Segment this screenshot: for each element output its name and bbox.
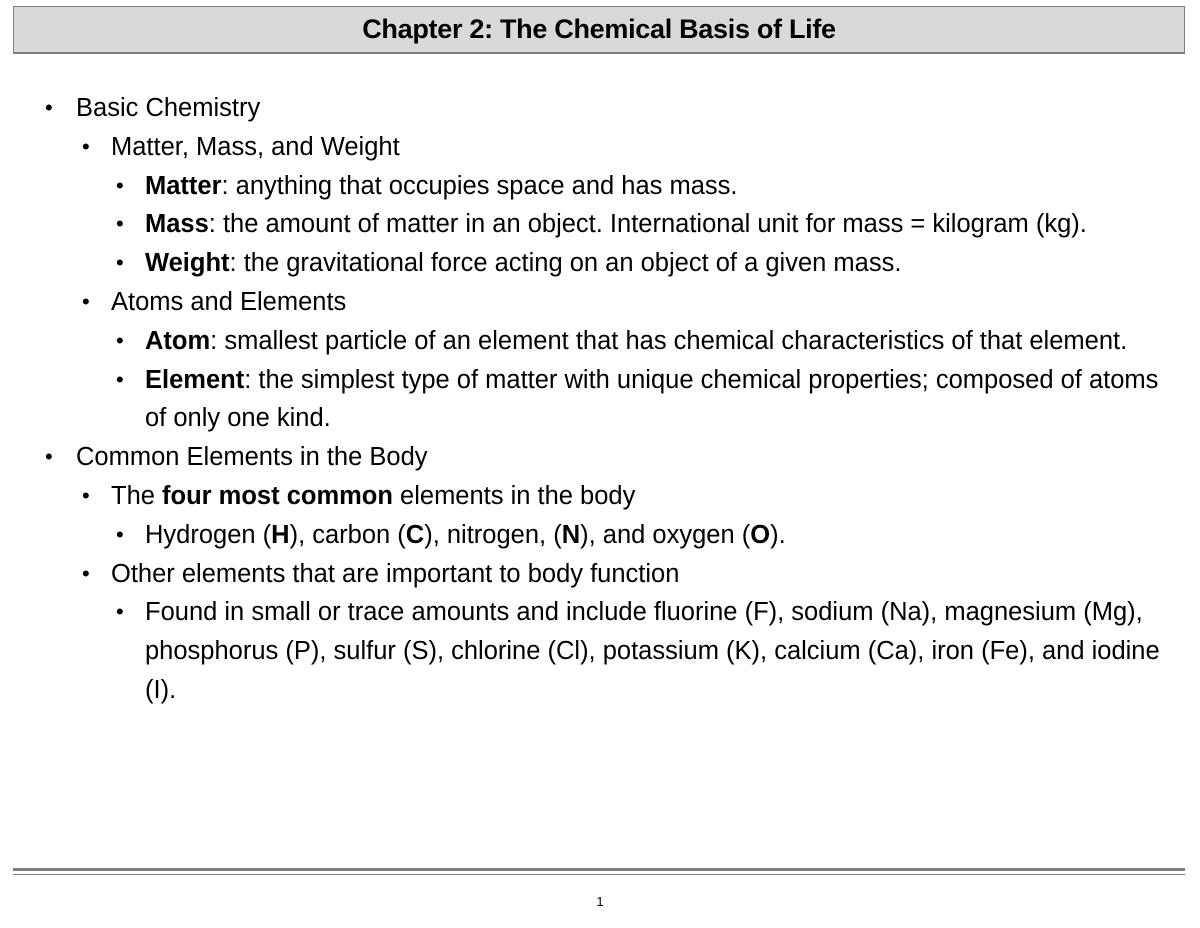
definition-text: : the simplest type of matter with unique chemical properties; composed of atoms of only one kind. xyxy=(145,365,1159,433)
outline-item-atoms-elements xyxy=(0,283,1200,322)
term: Atom xyxy=(145,326,211,355)
definition-text: : the gravitational force acting on an object of a given mass. xyxy=(229,249,902,278)
outline xyxy=(0,89,1200,710)
item-label: Common Elements in the Body xyxy=(76,443,428,472)
outline-item-matter-mass-weight xyxy=(0,128,1200,167)
element-list-text: ). xyxy=(770,520,786,549)
element-list-trace xyxy=(0,593,1200,709)
bullet-icon: • xyxy=(82,560,90,586)
element-list-text: Hydrogen ( xyxy=(145,520,272,549)
definition-atom xyxy=(0,322,1200,361)
bullet-icon: • xyxy=(116,599,124,625)
bullet-icon: • xyxy=(116,521,124,547)
element-symbol-hydrogen: H xyxy=(271,520,290,549)
definition-text: : smallest particle of an element that has chemical characteristics of that element. xyxy=(210,326,1128,355)
page-number: 1 xyxy=(596,894,604,909)
element-symbol-oxygen: O xyxy=(750,520,771,549)
item-label: Matter, Mass, and Weight xyxy=(111,132,400,161)
chapter-title-bar xyxy=(13,6,1185,54)
bullet-icon: • xyxy=(116,327,124,353)
definition-weight xyxy=(0,244,1200,283)
element-list-text: ), nitrogen, ( xyxy=(424,520,562,549)
outline-item-other-elements xyxy=(0,555,1200,594)
definition-element xyxy=(0,361,1200,439)
bullet-icon: • xyxy=(45,444,53,470)
item-label-post: elements in the body xyxy=(392,481,636,510)
element-list-text: ), carbon ( xyxy=(289,520,406,549)
outline-item-basic-chemistry xyxy=(0,89,1200,128)
definition-mass xyxy=(0,205,1200,244)
bullet-icon: • xyxy=(45,95,53,120)
element-list-text: ), and oxygen ( xyxy=(580,520,751,549)
element-list-text: Found in small or trace amounts and include fluorine (F), sodium (Na), magnesium (Mg), phosphorus (P), sulfur (S), chlorine (Cl), potassium (K), calcium (Ca), iron (Fe), and iodine (I). xyxy=(145,598,1160,704)
outline-item-four-most-common xyxy=(0,477,1200,516)
item-label-emphasis: four most common xyxy=(162,481,393,510)
element-symbol-carbon: C xyxy=(405,520,425,549)
bullet-icon: • xyxy=(116,172,124,198)
element-symbol-nitrogen: N xyxy=(561,520,581,549)
definition-text: : the amount of matter in an object. International unit for mass = kilogram (kg). xyxy=(208,210,1087,239)
term: Weight xyxy=(145,249,230,278)
bullet-icon: • xyxy=(82,482,90,508)
page-title: Chapter 2: The Chemical Basis of Life xyxy=(362,14,836,44)
bullet-icon: • xyxy=(82,288,90,314)
bullet-icon: • xyxy=(116,250,124,276)
item-label: Other elements that are important to body function xyxy=(111,559,680,588)
item-label-pre: The xyxy=(111,481,163,510)
definition-matter xyxy=(0,167,1200,206)
bullet-icon: • xyxy=(116,211,124,237)
element-list-major xyxy=(0,516,1200,555)
term: Matter xyxy=(145,171,222,200)
term: Element xyxy=(145,365,245,394)
item-label: Basic Chemistry xyxy=(76,94,261,122)
definition-text: : anything that occupies space and has mass. xyxy=(221,171,738,200)
item-label: Atoms and Elements xyxy=(111,287,347,316)
term: Mass xyxy=(145,210,209,239)
footer-divider xyxy=(13,868,1185,875)
outline-item-common-elements xyxy=(0,438,1200,477)
bullet-icon: • xyxy=(82,133,90,159)
bullet-icon: • xyxy=(116,366,124,392)
